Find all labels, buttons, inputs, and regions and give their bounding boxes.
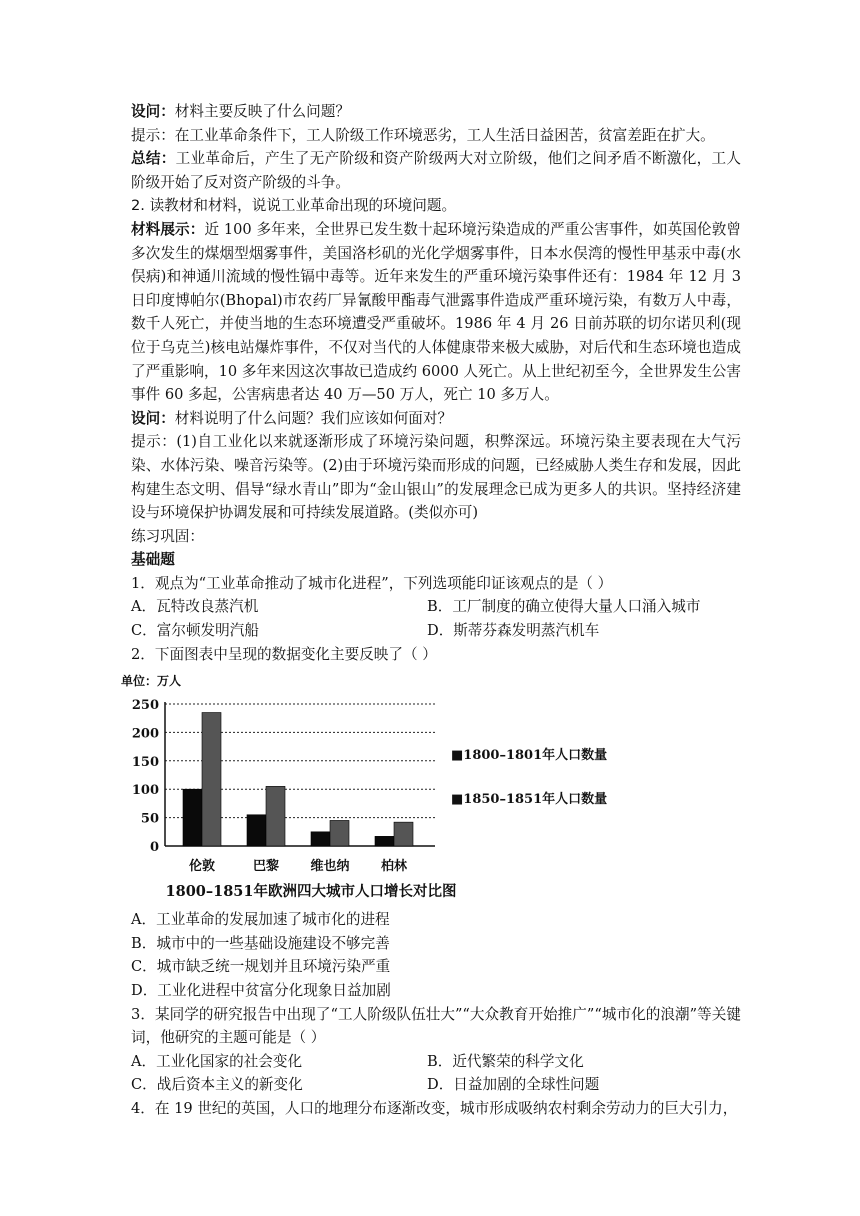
summary-text: 工业革命后，产生了无产阶级和资产阶级两大对立阶级，他们之间矛盾不断激化，工人阶级开始了反对资产阶级的斗争。 [131,150,741,191]
q2-option-a[interactable]: A．工业革命的发展加速了城市化的进程 [131,911,390,929]
chart-legend-entry: ■1850–1851年人口数量 [451,792,608,808]
q3-option-b[interactable]: B．近代繁荣的科学文化 [427,1052,584,1070]
q1-stem: 1．观点为“工业革命推动了城市化进程”，下列选项能印证该观点的是（ ） [131,574,613,592]
chart-bar [202,713,221,846]
question-prompt [131,100,741,124]
document-content [121,100,741,1121]
q3-option-a[interactable]: A．工业化国家的社会变化 [131,1052,303,1070]
q3-option-c[interactable]: C．战后资本主义的新变化 [131,1076,303,1094]
q1-option-c[interactable]: C．富尔顿发明汽船 [131,622,259,640]
q1-options [131,595,741,642]
chart-y-tick-label: 50 [140,811,159,827]
chart-unit-label: 单位：万人 [121,674,182,689]
summary [131,147,741,194]
chart-y-tick-label: 150 [131,755,159,771]
q1-option-a[interactable]: A．瓦特改良蒸汽机 [131,598,259,616]
chart-title: 1800–1851年欧洲四大城市人口增长对比图 [165,883,457,901]
prompt-text-2: 材料说明了什么问题？我们应该如何面对？ [174,409,453,427]
chart-y-tick-label: 250 [131,698,159,714]
chart-y-tick-label: 0 [149,840,159,856]
section-heading: 2. 读教材和材料，说说工业革命出现的环境问题。 [131,197,457,215]
q4-stem: 4．在 19 世纪的英国，人口的地理分布逐渐改变，城市形成吸纳农村剩余劳动力的巨大引力， [131,1100,738,1117]
chart-bar [330,821,349,847]
population-chart [121,672,741,902]
q2-option-b[interactable]: B．城市中的一些基础设施建设不够完善 [131,934,390,952]
q1-option-b[interactable]: B．工厂制度的确立使得大量人口涌入城市 [427,598,701,616]
chart-bar [375,837,394,847]
material-text: 近 100 多年来，全世界已发生数十起环境污染造成的严重公害事件，如英国伦敦曾多次发生的煤烟型烟雾事件，美国洛杉矶的光化学烟雾事件，日本水俣湾的慢性甲基汞中毒(水俣病)和神通川流域的慢性镉中毒等。近年来发生的严重环境污染事件还有：1984 年 12 月 3 日印度博帕尔(Bhopal)市农药厂异氰酸甲酯毒气泄露事件造成严重环境污染，有数万人中毒，数千人死亡，并使当地的生态环境遭受严重破坏。1986 年 4 月 26 日前苏联的切尔诺贝利(现位于乌克兰)核电站爆炸事件，不仅对当代的人体健康带来极大威胁，对后代和生态环境也造成了严重影响，10 多年来因这次事故已造成约 6000 人死亡。从上世纪初至今，全世界发生公害事件 60 多起，公害病患者达 40 万—50 万人，死亡 10 多万人。 [131,220,741,404]
q3-stem: 3．某同学的研究报告中出现了“工人阶级队伍壮大”“大众教育开始推广”“城市化的浪潮”等关键词，他研究的主题可能是（ ） [131,1005,741,1047]
prompt-text: 材料主要反映了什么问题？ [174,103,350,120]
prompt-label: 设问： [131,103,175,120]
material-label: 材料展示： [131,220,205,238]
q3-options [131,1050,741,1097]
prompt-label-2: 设问： [131,409,175,427]
q2-stem: 2．下面图表中呈现的数据变化主要反映了（ ） [131,645,437,663]
practice-title: 练习巩固： [131,527,204,545]
chart-bar [247,815,266,846]
chart-bar [311,832,330,846]
basic-title: 基础题 [131,551,175,569]
chart-category-label: 维也纳 [310,859,350,875]
q1-option-d[interactable]: D．斯蒂芬森发明蒸汽机车 [427,622,600,640]
hint-text: 提示：在工业革命条件下，工人阶级工作环境恶劣，工人生活日益困苦，贫富差距在扩大。 [131,126,715,144]
q2-options [131,908,741,1002]
chart-category-label: 伦敦 [188,859,216,875]
q3-option-d[interactable]: D．日益加剧的全球性问题 [427,1076,600,1094]
chart-bar [266,787,285,847]
q2-option-c[interactable]: C．城市缺乏统一规划并且环境污染严重 [131,958,391,976]
summary-label: 总结： [131,150,176,168]
q2-option-d[interactable]: D．工业化进程中贫富分化现象日益加剧 [131,982,391,1000]
hint-text-2: 提示：(1)自工业化以来就逐渐形成了环境污染问题，积弊深远。环境污染主要表现在大气污染、水体污染、噪音污染等。(2)由于环境污染而形成的问题，已经威胁人类生存和发展，因此构建生态文明、倡导“绿水青山”即为“金山银山”的发展理念已成为更多人的共识。坚持经济建设与环境保护协调发展和可持续发展道路。(类似亦可) [131,433,741,522]
chart-legend-entry: ■1800–1801年人口数量 [451,748,608,764]
population-chart-svg [117,672,741,902]
question-prompt-2 [131,407,741,431]
chart-category-label: 柏林 [380,859,408,875]
chart-bar [394,822,413,846]
material [131,218,741,407]
chart-category-label: 巴黎 [252,859,280,875]
chart-bar [183,789,202,846]
chart-y-tick-label: 100 [131,783,159,799]
chart-y-tick-label: 200 [131,726,159,742]
